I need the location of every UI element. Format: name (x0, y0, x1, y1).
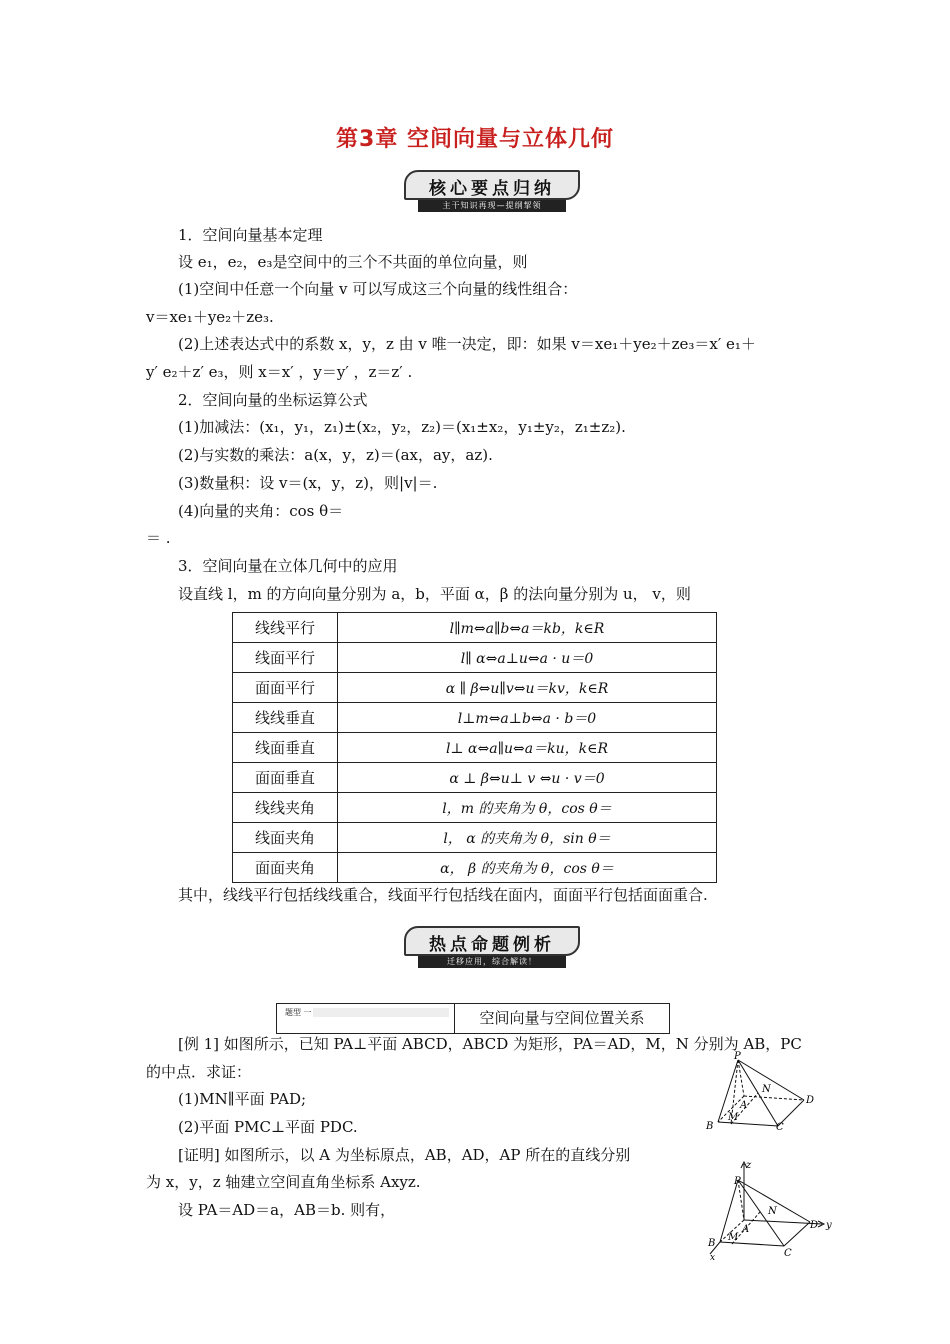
table-value: l∥ α⇔a⊥u⇔a · u＝0 (338, 643, 717, 673)
paragraph-line: [例 1] 如图所示，已知 PA⊥平面 ABCD，ABCD 为矩形，PA＝AD，M，N 分别为 AB，PC (178, 1035, 802, 1053)
table-value: l∥m⇔a∥b⇔a＝kb，k∈R (338, 613, 717, 643)
paragraph-line: v＝xe₁＋ye₂＋ze₃. (146, 308, 274, 326)
vertex-label: P (734, 1051, 741, 1062)
paragraph-line: (1)MN∥平面 PAD; (178, 1090, 307, 1108)
paragraph-line: (2)上述表达式中的系数 x，y，z 由 v 唯一决定，即：如果 v＝xe₁＋ye₂＋ze₃＝x′ e₁＋ (178, 335, 756, 353)
paragraph-line: (3)数量积：设 v＝(x，y，z)，则|v|＝. (178, 474, 438, 492)
table-value: l， α 的夹角为 θ，sin θ＝ (338, 823, 717, 853)
paragraph-line: [证明] 如图所示，以 A 为坐标原点，AB，AD，AP 所在的直线分别 (178, 1146, 631, 1164)
table-key: 面面夹角 (233, 853, 338, 883)
vertex-label: D (810, 1220, 819, 1231)
table-key: 线面平行 (233, 643, 338, 673)
pyramid-figure (700, 1050, 820, 1132)
vertex-label: M (728, 1232, 739, 1243)
paragraph-line: 的中点．求证： (146, 1063, 252, 1081)
table-value: l⊥m⇔a⊥b⇔a · b＝0 (338, 703, 717, 733)
vertex-label: C (776, 1122, 784, 1132)
paragraph-line: 其中，线线平行包括线线重合，线面平行包括线在面内，面面平行包括面面重合. (178, 886, 708, 904)
relations-table (232, 612, 717, 883)
table-row (233, 673, 717, 703)
table-key: 线线平行 (233, 613, 338, 643)
vertex-label: B (708, 1238, 716, 1249)
axis-label: z (746, 1160, 752, 1171)
banner-subtitle: 迁移应用，综合解读！ (418, 956, 566, 968)
table-value: l，m 的夹角为 θ，cos θ＝ (338, 793, 717, 823)
banner-label: 核心要点归纳 (429, 179, 555, 199)
banner-subtitle: 主干知识再现—提纲挈领 (418, 200, 566, 212)
vertex-label: B (706, 1121, 714, 1132)
table-row (233, 793, 717, 823)
type-title: 空间向量与空间位置关系 (479, 1009, 645, 1027)
table-row (233, 643, 717, 673)
paragraph-line: ＝ . (146, 529, 171, 547)
table-row (233, 733, 717, 763)
paragraph-line: 设直线 l，m 的方向向量分别为 a，b，平面 α，β 的法向量分别为 u， v，则 (178, 585, 691, 603)
table-value: α ∥ β⇔u∥v⇔u＝kv，k∈R (338, 673, 717, 703)
paragraph-line: 为 x，y，z 轴建立空间直角坐标系 Axyz. (146, 1173, 421, 1191)
type-tag-cell (277, 1004, 455, 1033)
pyramid-axes-figure (698, 1156, 838, 1262)
table-row (233, 763, 717, 793)
paragraph-line: (4)向量的夹角：cos θ＝ (178, 502, 344, 520)
table-key: 面面垂直 (233, 763, 338, 793)
paragraph-line: 2．空间向量的坐标运算公式 (178, 391, 368, 409)
vertex-label: M (728, 1112, 739, 1123)
question-type-box (276, 1003, 670, 1034)
vertex-label: P (734, 1176, 741, 1187)
axis-label: y (826, 1220, 832, 1231)
banner-label: 热点命题例析 (429, 935, 555, 955)
axis-label: x (710, 1253, 716, 1262)
paragraph-line: (2)平面 PMC⊥平面 PDC. (178, 1118, 358, 1136)
vertex-label: A (740, 1100, 748, 1111)
table-value: α ⊥ β⇔u⊥ v ⇔u · v＝0 (338, 763, 717, 793)
table-value: α， β 的夹角为 θ，cos θ＝ (338, 853, 717, 883)
table-key: 线线夹角 (233, 793, 338, 823)
table-row (233, 853, 717, 883)
vertex-label: D (806, 1095, 815, 1106)
section-banner-hot-topics (404, 926, 580, 968)
paragraph-line: 3．空间向量在立体几何中的应用 (178, 557, 398, 575)
paragraph-line: (1)加减法：(x₁，y₁，z₁)±(x₂，y₂，z₂)＝(x₁±x₂，y₁±y₂，z₁±z₂). (178, 418, 626, 436)
table-key: 线线垂直 (233, 703, 338, 733)
page-title: 第3章 空间向量与立体几何 (336, 127, 614, 152)
paragraph-line: (2)与实数的乘法：a(x，y，z)＝(ax，ay，az). (178, 446, 493, 464)
vertex-label: A (742, 1224, 750, 1235)
paragraph-line: (1)空间中任意一个向量 v 可以写成这三个向量的线性组合： (178, 280, 578, 298)
table-key: 面面平行 (233, 673, 338, 703)
table-value: l⊥ α⇔a∥u⇔a＝ku，k∈R (338, 733, 717, 763)
paragraph-line: 设 PA＝AD＝a，AB＝b. 则有， (178, 1201, 396, 1219)
vertex-label: N (762, 1084, 771, 1095)
table-row (233, 823, 717, 853)
vertex-label: N (768, 1206, 777, 1217)
type-tag-bar (313, 1008, 449, 1017)
table-row (233, 613, 717, 643)
paragraph-line: y′ e₂＋z′ e₃，则 x＝x′ ，y＝y′ ，z＝z′ . (146, 363, 413, 381)
table-row (233, 703, 717, 733)
paragraph-line: 设 e₁，e₂，e₃是空间中的三个不共面的单位向量，则 (178, 253, 528, 271)
section-banner-core-points (404, 170, 580, 212)
table-key: 线面夹角 (233, 823, 338, 853)
type-tag: 题型 一 (285, 1008, 312, 1017)
vertex-label: C (784, 1248, 792, 1259)
table-key: 线面垂直 (233, 733, 338, 763)
paragraph-line: 1．空间向量基本定理 (178, 226, 323, 244)
